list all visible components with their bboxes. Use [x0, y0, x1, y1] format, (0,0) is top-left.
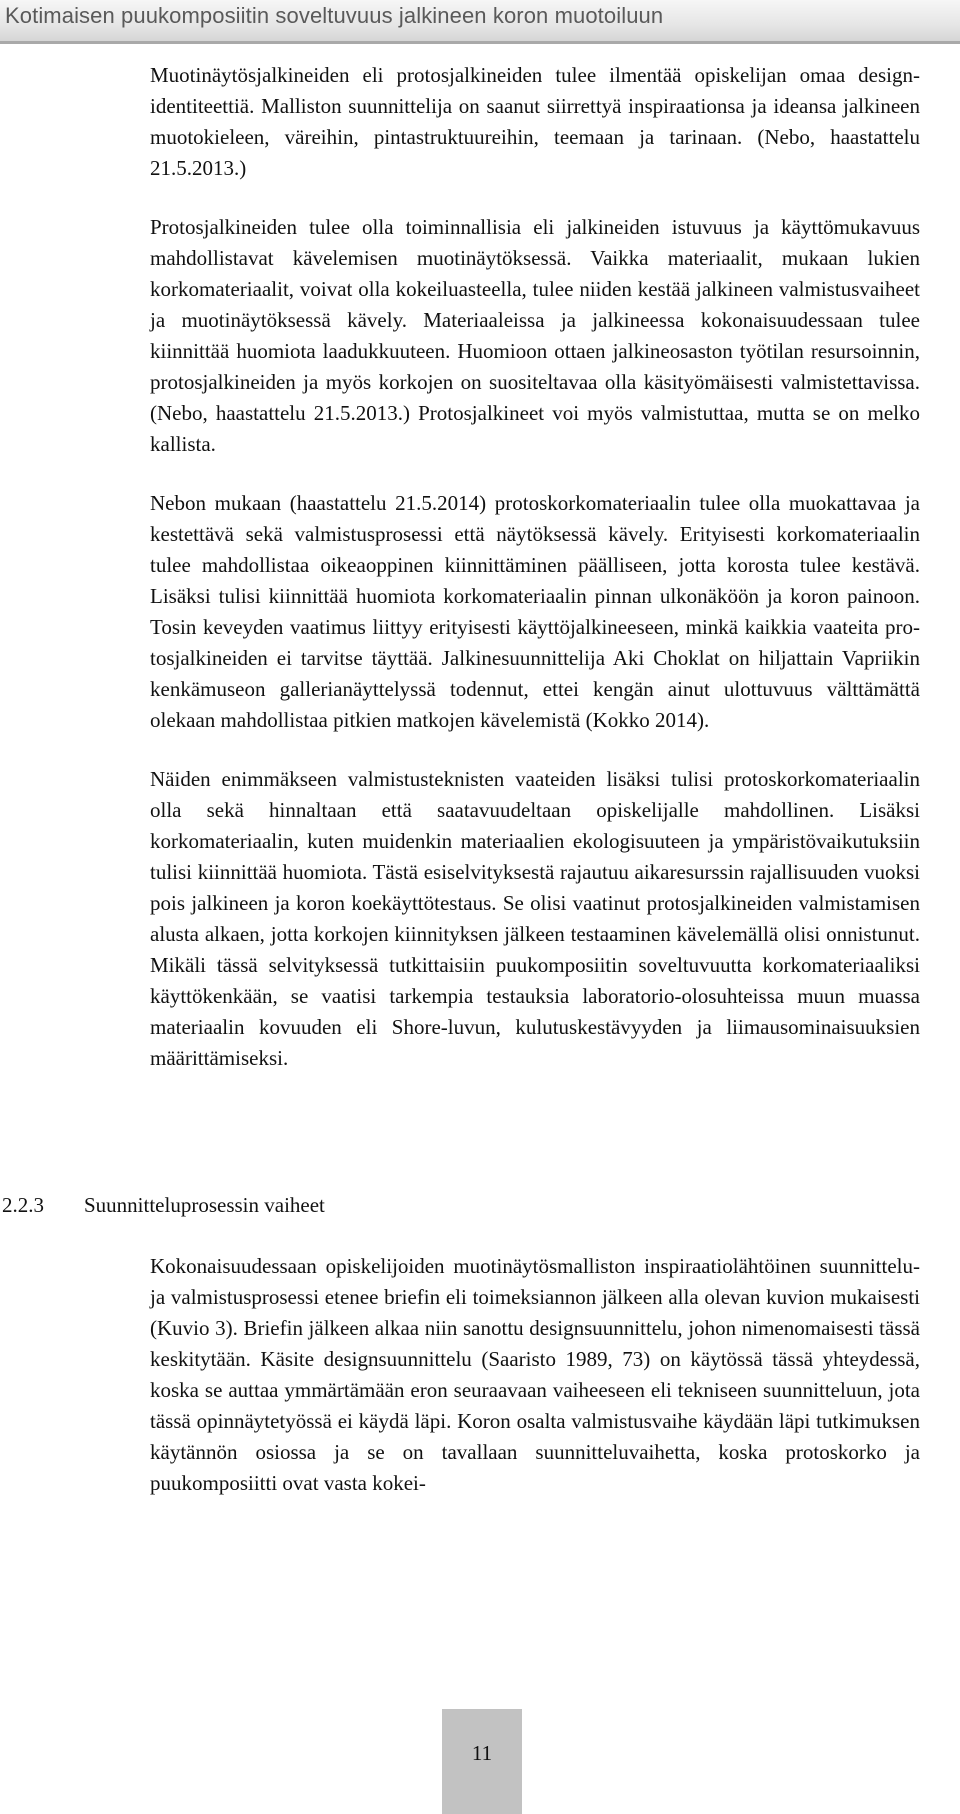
section-heading: [2, 1190, 325, 1221]
section-number: 2.2.3: [2, 1193, 44, 1217]
paragraph-design-process: Kokonaisuudessaan opiskelijoiden muotinäytösmalliston inspiraatiolähtöinen suunnittelu- ja valmistusprosessi etenee briefin eli toimeksiannon jälkeen alla olevan kuvion mukaisesti (Kuvio 3). Briefin jälkeen alkaa niin sanottu designsuunnittelu, johon nimenomaisesti tässä keskitytään. Käsite designsuunnittelu (Saaristo 1989, 73) on käytössä tässä yhteydessä, koska se auttaa ymmärtämään eron seuraavaan vaiheeseen eli tekniseen suunnitteluun, jota tässä opinnäytetyössä ei käydä läpi. Koron osalta valmistusvaihe käydään läpi tutkimuksen käytännön osiossa ja se on tavallaan suunnitteluvaihetta, koska protoskorko ja puukomposiitti ovat vasta kokei-: [150, 1254, 920, 1495]
paragraph-heel-material: Nebon mukaan (haastattelu 21.5.2014) protoskorkomateriaalin tulee olla muokattavaa ja kestettävä sekä valmistusprosessi että näytöksessä kävely. Erityisesti korkomateriaalin tulee mahdollistaa oikeaoppinen kiinnittäminen päälliseen, jotta korosta tulee kestävä. Lisäksi tulisi kiinnittää huomiota korkomateriaalin pinnan ulkonäköön ja koron painoon. Tosin keveyden vaatimus liittyy erityisesti käyttöjalkineeseen, minkä kaikkia vaateita protosjalkineiden ei tarvitse täyttää. Jalkinesuunnittelija Aki Choklat on hiljattain Vapriikin kenkämuseon gallerianäyttelyssä todennut, ettei kengän ainut ulottuvuus välttämättä olekaan mahdollistaa pitkien matkojen kävelemistä (Kokko 2014).: [150, 491, 920, 732]
page-number: 11: [471, 1741, 493, 1765]
section-body: [150, 1251, 920, 1527]
running-header: [0, 0, 960, 44]
page-number-box: [442, 1709, 522, 1814]
header-title: Kotimaisen puukomposiitin soveltuvuus jalkineen koron muotoiluun: [5, 3, 664, 28]
body-text: [150, 60, 920, 1102]
paragraph-limitations: Näiden enimmäkseen valmistusteknisten vaateiden lisäksi tulisi protoskorkomateriaalin olla sekä hinnaltaan että saatavuudeltaan opiskelijalle mahdollinen. Lisäksi korkomateriaalin, kuten muidenkin materiaalien ekologisuuteen ja ympäristövaikutuksiin tulisi kiinnittää huomiota. Tästä esiselvityksestä rajautuu aikaresurssin rajallisuuden vuoksi pois jalkineen ja koron koekäyttötestaus. Se olisi vaatinut protosjalkineiden valmistamisen alusta alkaen, jotta korkojen kiinnityksen jälkeen testaaminen kävelemällä olisi onnistunut. Mikäli tässä selvityksessä tutkittaisiin puukomposiitin soveltuvuutta korkomateriaaliksi käyttökenkään, se vaatisi tarkempia testauksia laboratorio-olosuhteissa muun muassa materiaalin kovuuden eli Shore-luvun, kulutuskestävyyden ja liimausominaisuuksien määrittämiseksi.: [150, 767, 920, 1070]
paragraph-functionality: Protosjalkineiden tulee olla toiminnallisia eli jalkineiden istuvuus ja käyttömukavuus mahdollistavat kävelemisen muotinäytöksessä. Vaikka materiaalit, mukaan lukien korkomateriaalit, voivat olla kokeiluasteella, tulee niiden kestää jalkineen valmistusvaiheet ja muotinäytöksessä kävely. Materiaaleissa ja jalkineessa kokonaisuudessaan tulee kiinnittää huomiota laadukkuuteen. Huomioon ottaen jalkineosaston työtilan resursoinnin, protosjalkineiden ja myös korkojen on suositeltavaa olla käsityömäisesti valmistettavissa. (Nebo, haastattelu 21.5.2013.) Protosjalkineet voi myös valmistuttaa, mutta se on melko kallista.: [150, 215, 920, 456]
paragraph-design-identity: Muotinäytösjalkineiden eli protosjalkineiden tulee ilmentää opiskelijan omaa design-identiteettiä. Malliston suunnittelija on saanut siirrettyä inspiraationsa ja ideansa jalkineen muotokieleen, väreihin, pintastruktuureihin, teemaan ja tarinaan. (Nebo, haastattelu 21.5.2013.): [150, 63, 920, 180]
section-title: Suunnitteluprosessin vaiheet: [84, 1193, 325, 1217]
